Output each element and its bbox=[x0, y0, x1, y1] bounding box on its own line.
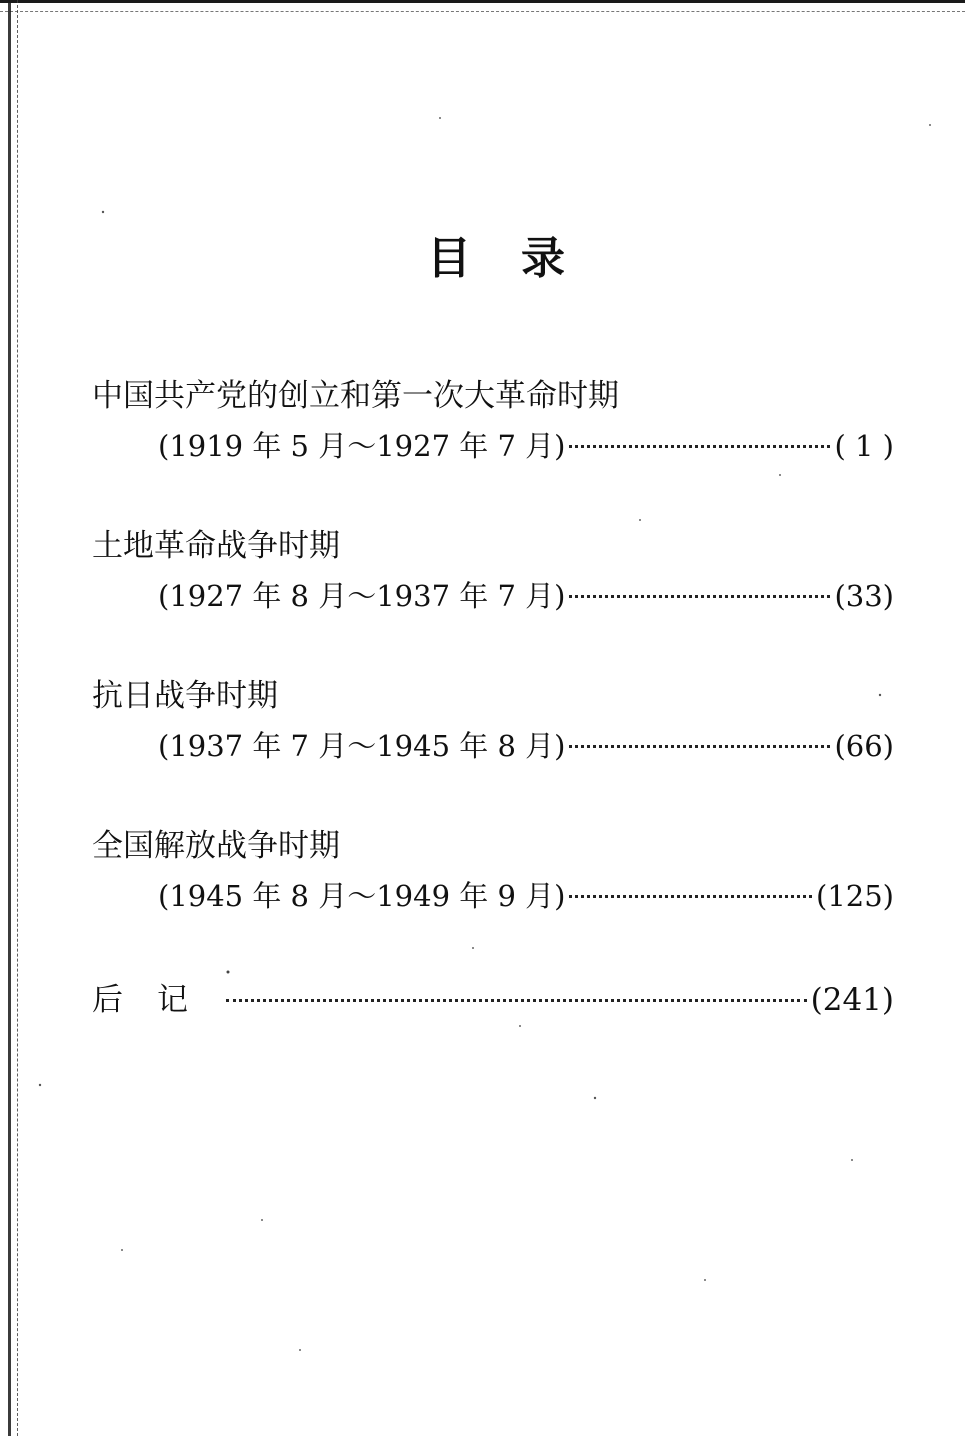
dot-leader bbox=[569, 895, 812, 898]
dot-leader bbox=[569, 445, 830, 448]
entry-page-number: (66) bbox=[834, 729, 894, 763]
title-char-1: 目 bbox=[427, 233, 473, 284]
entry-line bbox=[92, 720, 894, 772]
entry-period: (1945 年 8 月～1949 年 9 月) bbox=[158, 879, 566, 913]
entry-period: (1927 年 8 月～1937 年 7 月) bbox=[158, 579, 566, 613]
entry-page-number: (125) bbox=[816, 879, 894, 913]
dot-leader bbox=[569, 595, 830, 598]
dot-leader bbox=[226, 999, 807, 1002]
afterword-page-number: (241) bbox=[810, 982, 894, 1018]
entry-title: 中国共产党的创立和第一次大革命时期 bbox=[92, 378, 619, 414]
scan-top-edge bbox=[0, 0, 965, 12]
entry-title: 全国解放战争时期 bbox=[92, 828, 340, 864]
entry-line bbox=[92, 570, 894, 622]
dot-leader bbox=[569, 745, 830, 748]
entry-line bbox=[92, 870, 894, 922]
entry-title: 抗日战争时期 bbox=[92, 678, 278, 714]
entry-period: (1937 年 7 月～1945 年 8 月) bbox=[158, 729, 566, 763]
toc-entry-afterword[interactable] bbox=[92, 974, 894, 1026]
afterword-label: 后记 bbox=[92, 982, 222, 1018]
toc-entry[interactable] bbox=[92, 372, 894, 522]
entry-title: 土地革命战争时期 bbox=[92, 528, 340, 564]
page-title bbox=[0, 222, 965, 286]
toc-entry[interactable] bbox=[92, 672, 894, 822]
entry-period: (1919 年 5 月～1927 年 7 月) bbox=[158, 429, 566, 463]
table-of-contents bbox=[92, 372, 894, 1026]
entry-page-number: (33) bbox=[834, 579, 894, 613]
entry-page-number: ( 1 ) bbox=[834, 429, 894, 463]
scan-binding-edge bbox=[8, 0, 18, 1436]
title-char-2: 录 bbox=[521, 233, 567, 284]
entry-line bbox=[92, 420, 894, 472]
toc-entry[interactable] bbox=[92, 822, 894, 972]
toc-entry[interactable] bbox=[92, 522, 894, 672]
